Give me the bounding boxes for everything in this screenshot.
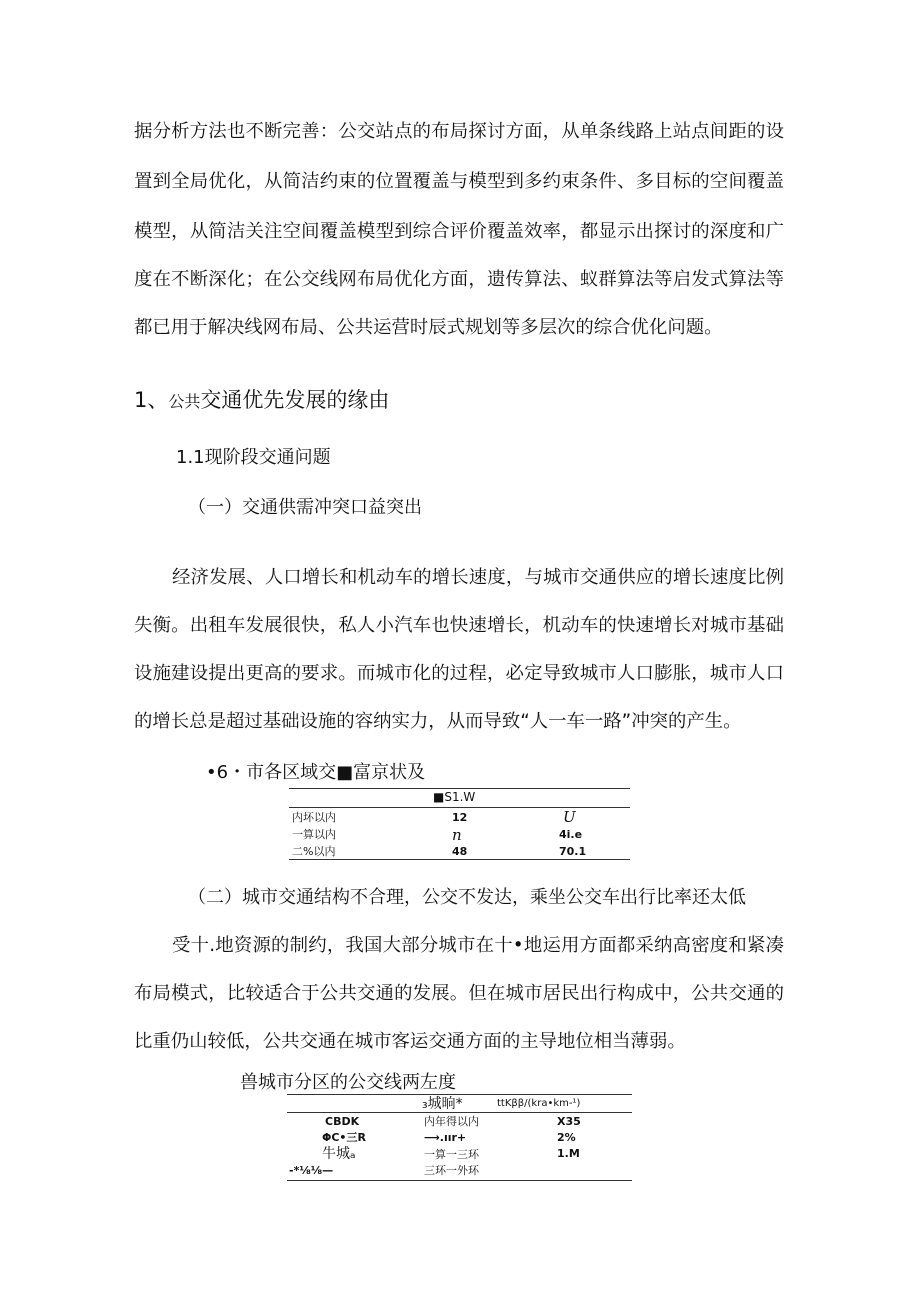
table-1-row-3-mid: 48: [452, 845, 468, 858]
paragraph-2-line-4: 的增长总是超过基础设施的容纳实力，从而导致“人一车一路”冲突的产生。: [134, 711, 742, 732]
table-2-bottom-rule: [287, 1180, 632, 1181]
paragraph-2-line-1: 经济发展、人口增长和机动车的增长速度，与城市交通供应的增长速度比例: [172, 567, 784, 588]
table-1-row-2-mid: n: [452, 826, 462, 844]
table-2-row-3-label: 牛城ₐ: [322, 1146, 356, 1162]
table-2-row-4-label: -*⅛⅛—: [289, 1164, 334, 1177]
paragraph-3-line-3: 比重仍山较低，公共交通在城市客运交通方面的主导地位相当薄弱。: [134, 1031, 686, 1052]
paragraph-2-line-3: 设施建设提出更高的要求。而城市化的过程，必定导致城市人口膨胀，城市人口: [134, 663, 784, 684]
table-1-title: •6・市各区域交■富京状及: [206, 762, 426, 783]
section-heading-prefix: 公共: [168, 392, 201, 411]
subheading-supply-demand: （一）交通供需冲突口益突出: [188, 497, 422, 518]
table-1-row-3-label: 二%以内: [292, 845, 336, 858]
table-2-row-2-mid: ⟶.ıır+: [424, 1131, 467, 1144]
section-number: 1、: [134, 388, 169, 412]
table-2-header-mid: ₃城晌*: [422, 1096, 463, 1112]
section-heading-text: 交通优先发展的缘由: [200, 388, 390, 412]
subheading-transport-structure: （二）城市交通结构不合理，公交不发达，乘坐公交车出行比率还太低: [188, 887, 746, 908]
paragraph-3-line-2: 布局模式，比较适合于公共交通的发展。但在城市居民出行构成中，公共交通的: [134, 983, 784, 1004]
table-2-header-right: ttKββ/(kra•km-¹): [497, 1098, 581, 1109]
table-1-row-3-right: 70.1: [559, 845, 587, 858]
table-1-bottom-rule: [289, 859, 630, 860]
table-1-header-rule: [289, 807, 630, 808]
table-2-title: 兽城市分区的公交线两左度: [240, 1072, 456, 1093]
table-2-row-1-right: X35: [557, 1115, 581, 1128]
table-1-top-rule: [289, 788, 630, 789]
section-heading-1: [134, 386, 389, 416]
table-2-row-2-label: ΦC•三R: [322, 1131, 366, 1144]
table-2-row-1-label: CBDK: [325, 1115, 360, 1128]
table-2-row-3-right: 1.M: [557, 1147, 580, 1160]
table-1-row-1-mid: 12: [452, 811, 468, 824]
paragraph-1-line-4: 度在不断深化；在公交线网布局优化方面，遗传算法、蚁群算法等启发式算法等: [134, 269, 784, 290]
paragraph-1-line-3: 模型，从简洁关注空间覆盖模型到综合评价覆盖效率，都显示出探讨的深度和广: [134, 221, 784, 242]
table-2-row-1-mid: 内年得以内: [424, 1115, 479, 1128]
table-1-row-2-right: 4i.e: [559, 828, 583, 841]
paragraph-2-line-2: 失衡。出租车发展很快，私人小汽车也快速增长，机动车的快速增长对城市基础: [134, 615, 784, 636]
table-2-row-4-mid: 三环一外环: [424, 1164, 479, 1177]
table-2-header-rule: [287, 1112, 632, 1113]
table-2-row-2-right: 2%: [557, 1131, 576, 1144]
paragraph-3-line-1: 受十.地资源的制约，我国大部分城市在十•地运用方面都采纳高密度和紧凑: [172, 935, 784, 956]
subsection-heading-1-1: 1.1现阶段交通问题: [176, 447, 331, 468]
table-1-header: ■S1.W: [433, 790, 476, 804]
table-2-top-rule: [287, 1094, 632, 1095]
paragraph-1-line-2: 置到全局优化，从简洁约束的位置覆盖与模型到多约束条件、多目标的空间覆盖: [134, 171, 784, 192]
paragraph-1-line-5: 都已用于解决线网布局、公共运营时辰式规划等多层次的综合优化问题。: [134, 317, 723, 338]
paragraph-1-line-1: 据分析方法也不断完善：公交站点的布局探讨方面，从单条线路上站点间距的设: [134, 121, 784, 142]
table-1-row-2-label: 一算以内: [292, 828, 336, 841]
table-1-row-1-label: 内坏以内: [292, 811, 336, 824]
table-2-row-3-mid: 一算一三环: [424, 1148, 479, 1161]
table-1-row-1-right: U: [563, 808, 576, 826]
